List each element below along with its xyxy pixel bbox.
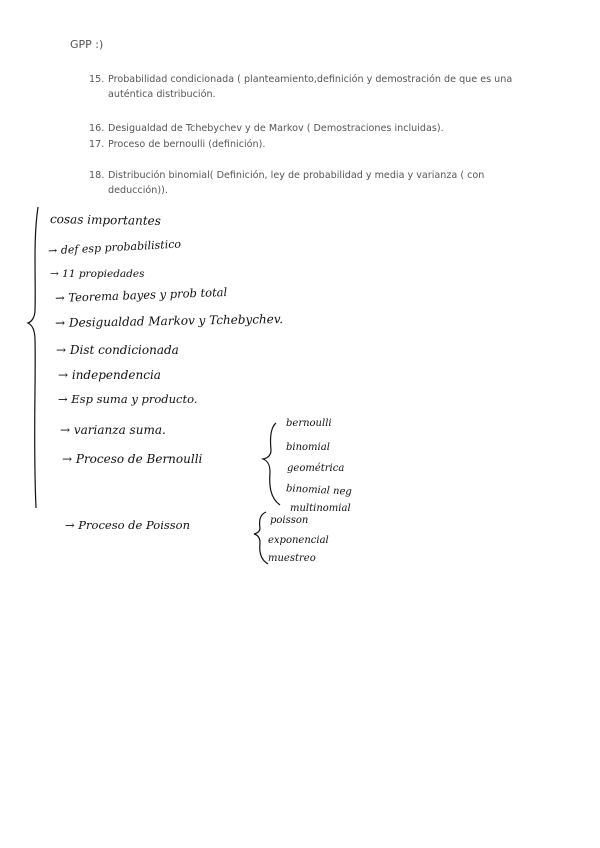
note-item: → def esp probabilistico [47, 237, 182, 258]
poisson-subitem: exponencial [268, 535, 329, 546]
note-item: → Esp suma y producto. [58, 392, 198, 406]
bernoulli-brace [263, 423, 280, 505]
page-header: GPP :) [70, 38, 104, 51]
note-item: → Teorema bayes y prob total [54, 284, 228, 306]
bernoulli-subitem: binomial [286, 442, 330, 453]
item-text: Proceso de bernoulli (definición). [108, 139, 266, 150]
item-number: 16. [89, 123, 105, 134]
bernoulli-subitem: binomial neg [285, 483, 353, 498]
poisson-subitem: muestreo [268, 553, 316, 564]
item-number: 17. [89, 139, 105, 150]
note-item: → Desigualdad Markov y Tchebychev. [54, 312, 284, 330]
note-item: → Proceso de Poisson [65, 518, 191, 532]
bernoulli-subitem: bernoulli [286, 418, 332, 429]
poisson-brace [254, 512, 268, 564]
item-text: Desigualdad de Tchebychev y de Markov ( Demostraciones incluidas). [108, 123, 444, 134]
item-number: 18. [89, 170, 105, 181]
notes-title: cosas importantes [49, 212, 162, 228]
item-text: Probabilidad condicionada ( planteamiento,definición y demostración de que es una auténtica distribución. [108, 74, 513, 100]
left-brace [28, 207, 38, 508]
item-text: Distribución binomial( Definición, ley de probabilidad y media y varianza ( con deducción)). [108, 170, 485, 196]
note-item: → 11 propiedades [50, 268, 145, 280]
poisson-subitem: poisson [270, 515, 309, 526]
item-number: 15. [89, 74, 105, 85]
note-item: → independencia [58, 368, 161, 382]
bernoulli-subitem: multinomial [290, 503, 351, 514]
bernoulli-subitem: geométrica [287, 463, 345, 474]
note-item: → varianza suma. [60, 423, 166, 437]
note-item: → Dist condicionada [56, 343, 179, 357]
note-item: → Proceso de Bernoulli [62, 452, 203, 466]
